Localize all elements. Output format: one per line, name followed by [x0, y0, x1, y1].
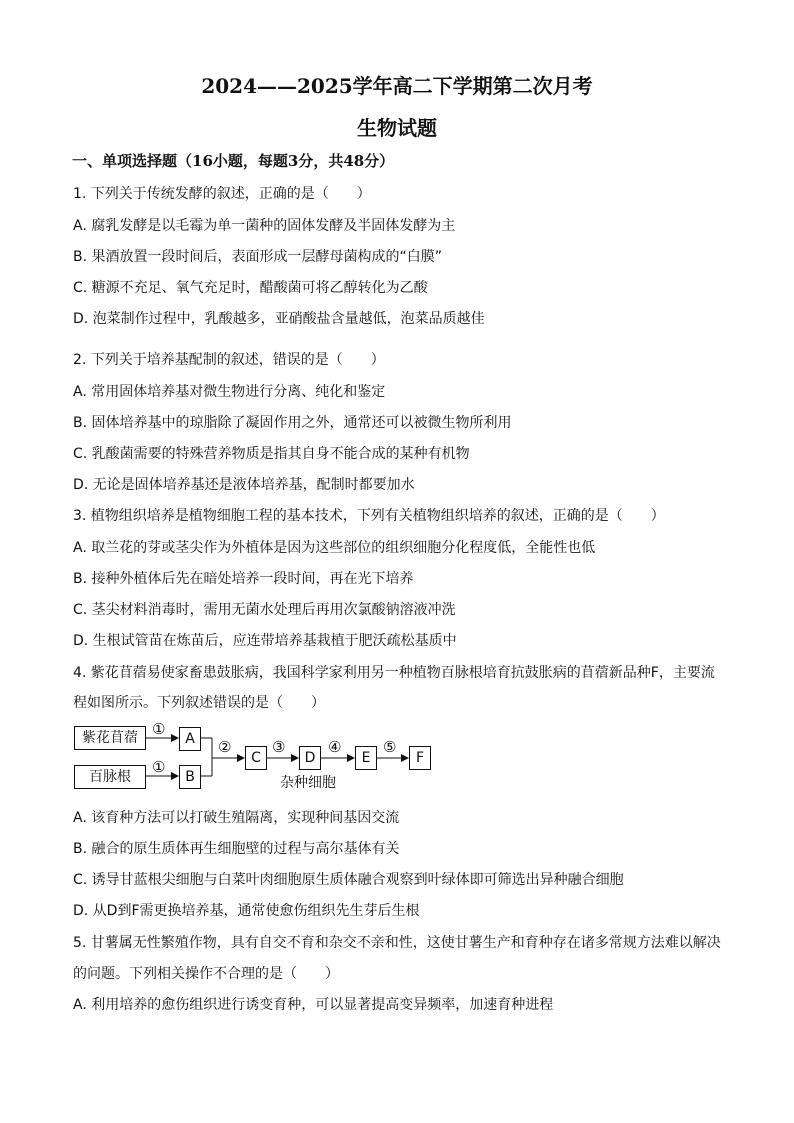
step-label: ①: [152, 758, 166, 776]
step-label: ①: [152, 720, 166, 738]
section-heading: 一、单项选择题（16小题，每题3分，共48分）: [72, 152, 395, 170]
node-box-c: C: [245, 746, 267, 770]
exam-title: 2024——2025学年高二下学期第二次月考: [201, 74, 593, 98]
question-1-option-c: C. 糖源不充足、氧气充足时，醋酸菌可将乙醇转化为乙酸: [73, 280, 428, 296]
question-4-option-c: C. 诱导甘蓝根尖细胞与白菜叶肉细胞原生质体融合观察到叶绿体即可筛选出异种融合细胞: [73, 872, 624, 888]
exam-subject: 生物试题: [357, 116, 437, 140]
question-3-option-c: C. 茎尖材料消毒时，需用无菌水处理后再用次氯酸钠溶液冲洗: [73, 602, 456, 618]
source-box-lotus: 百脉根: [74, 765, 146, 789]
node-box-e: E: [355, 746, 377, 770]
question-1-option-d: D. 泡菜制作过程中，乳酸越多，亚硝酸盐含量越低，泡菜品质越佳: [73, 311, 485, 327]
question-4-option-d: D. 从D到F需更换培养基，通常使愈伤组织先生芽后生根: [73, 903, 420, 919]
question-2-option-b: B. 固体培养基中的琼脂除了凝固作用之外，通常还可以被微生物所利用: [73, 415, 512, 431]
process-flow-diagram: [74, 722, 434, 792]
question-4-stem-line2: 程如图所示。下列叙述错误的是（ ）: [73, 695, 325, 711]
step-label: ③: [272, 738, 286, 756]
step-label: ⑤: [383, 738, 397, 756]
question-4-option-b: B. 融合的原生质体再生细胞壁的过程与高尔基体有关: [73, 841, 400, 857]
node-box-f: F: [409, 746, 431, 770]
question-5-option-a: A. 利用培养的愈伤组织进行诱变育种，可以显著提高变异频率，加速育种进程: [73, 997, 554, 1013]
question-4-option-a: A. 该育种方法可以打破生殖隔离，实现种间基因交流: [73, 810, 400, 826]
question-4-stem-line1: 4. 紫花苜蓿易使家畜患鼓胀病，我国科学家利用另一种植物百脉根培育抗鼓胀病的苜蓿新品种F，主要流: [73, 665, 715, 681]
node-box-a: A: [179, 727, 201, 751]
question-3-option-d: D. 生根试管苗在炼苗后，应连带培养基栽植于肥沃疏松基质中: [73, 633, 457, 649]
question-1-option-a: A. 腐乳发酵是以毛霉为单一菌种的固体发酵及半固体发酵为主: [73, 218, 456, 234]
question-5-stem-line2: 的问题。下列相关操作不合理的是（ ）: [73, 966, 339, 982]
question-2-option-d: D. 无论是固体培养基还是液体培养基，配制时都要加水: [73, 477, 415, 493]
step-label: ④: [328, 738, 342, 756]
question-2-stem: 2. 下列关于培养基配制的叙述，错误的是（ ）: [73, 352, 385, 368]
question-2-option-c: C. 乳酸菌需要的特殊营养物质是指其自身不能合成的某种有机物: [73, 446, 470, 462]
question-1-option-b: B. 果酒放置一段时间后，表面形成一层酵母菌构成的“白膜”: [73, 249, 443, 265]
question-1-stem: 1. 下列关于传统发酵的叙述，正确的是（ ）: [73, 186, 371, 202]
question-3-option-a: A. 取兰花的芽或茎尖作为外植体是因为这些部位的组织细胞分化程度低，全能性也低: [73, 540, 596, 556]
hybrid-cell-label: 杂种细胞: [280, 775, 336, 791]
source-box-alfalfa: 紫花苜蓿: [74, 726, 146, 750]
question-3-option-b: B. 接种外植体后先在暗处培养一段时间，再在光下培养: [73, 571, 414, 587]
question-2-option-a: A. 常用固体培养基对微生物进行分离、纯化和鉴定: [73, 384, 386, 400]
node-box-d: D: [299, 746, 321, 770]
node-box-b: B: [179, 765, 201, 789]
question-3-stem: 3. 植物组织培养是植物细胞工程的基本技术，下列有关植物组织培养的叙述，正确的是（ ）: [73, 508, 665, 524]
question-5-stem-line1: 5. 甘薯属无性繁殖作物，具有自交不育和杂交不亲和性，这使甘薯生产和育种存在诸多常规方法难以解决: [73, 935, 721, 951]
step-label: ②: [218, 738, 232, 756]
